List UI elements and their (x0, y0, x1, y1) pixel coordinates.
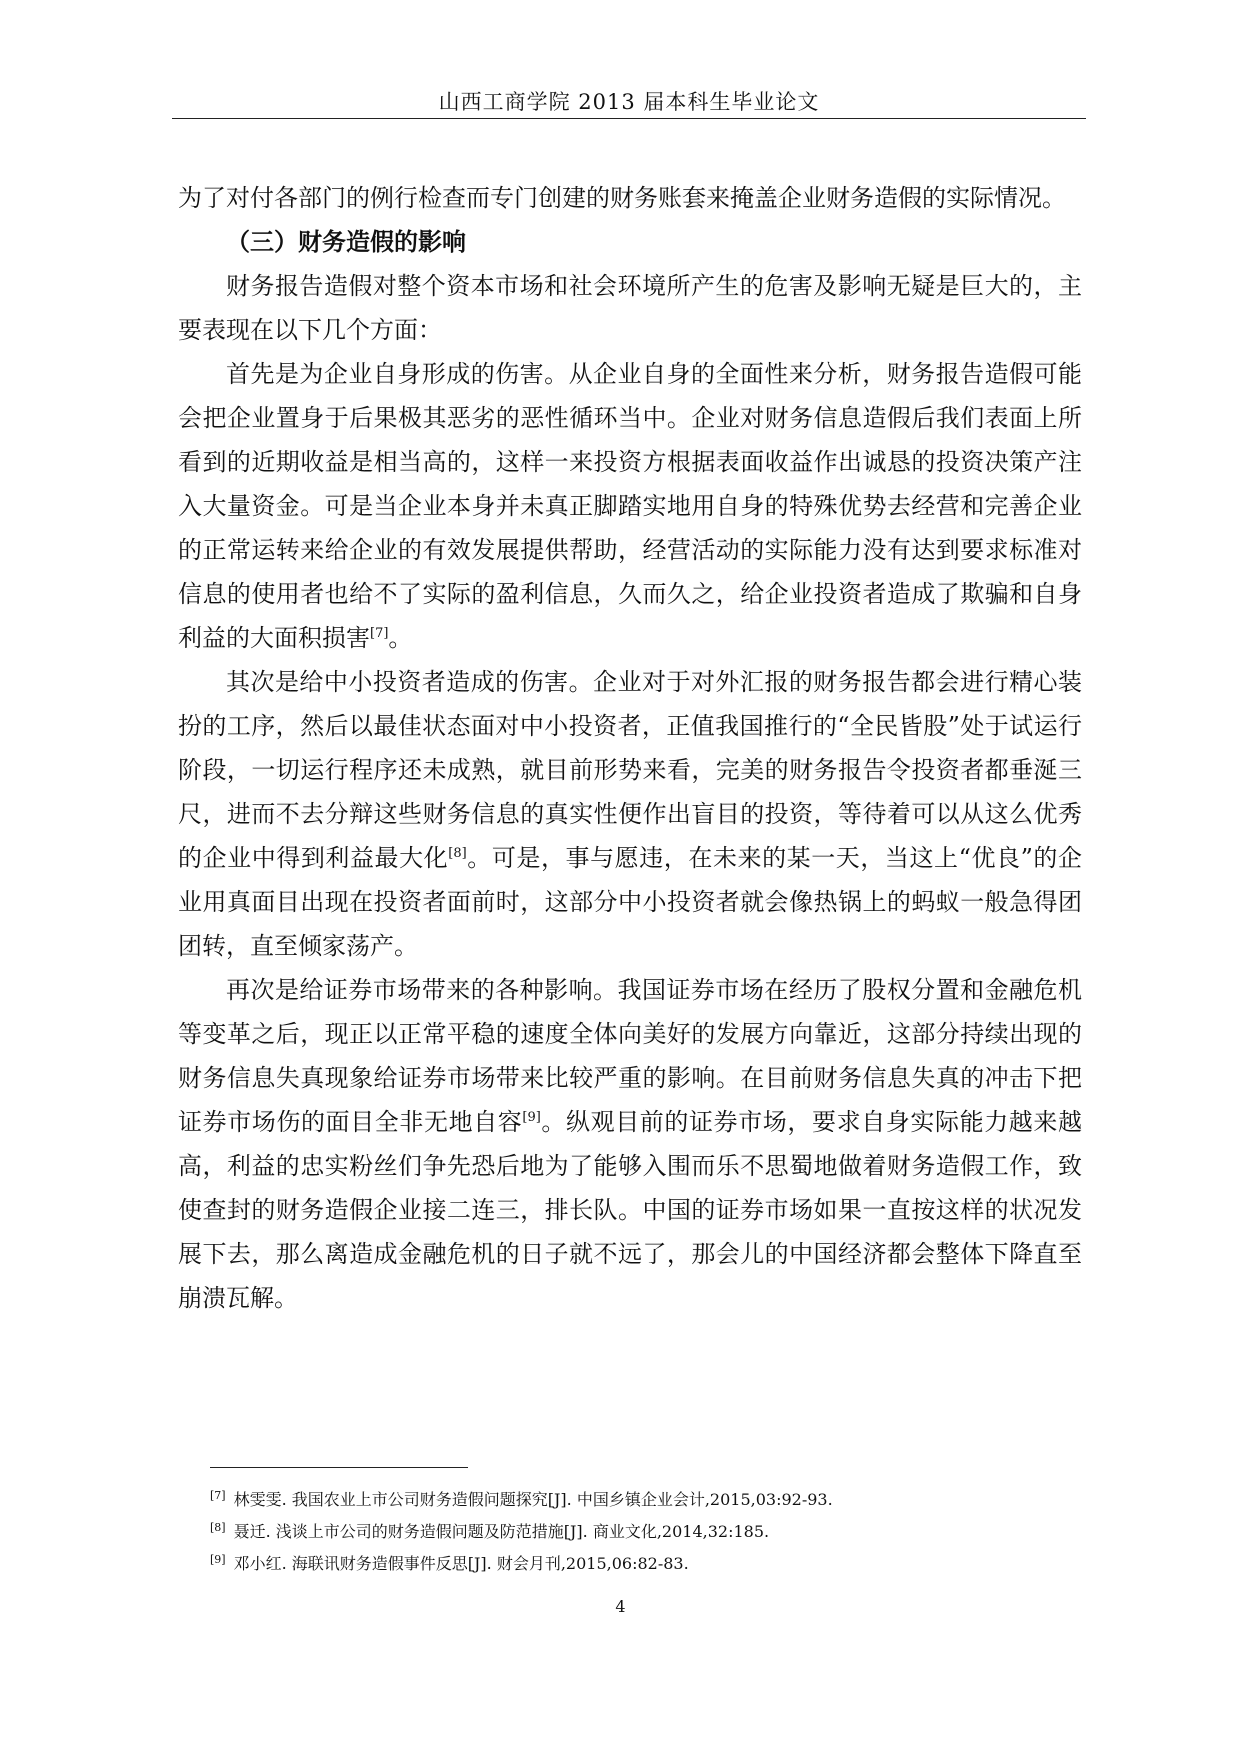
citation-8: [8] (448, 846, 467, 861)
paragraph-intro: 财务报告造假对整个资本市场和社会环境所产生的危害及影响无疑是巨大的，主要表现在以下几个方面： (178, 272, 1082, 344)
paragraph-third (178, 968, 1082, 1320)
citation-7: [7] (370, 626, 389, 641)
footnotes (210, 1484, 1070, 1580)
section-heading: （三）财务造假的影响 (226, 228, 466, 256)
paragraph-continuation: 为了对付各部门的例行检查而专门创建的财务账套来掩盖企业财务造假的实际情况。 (178, 184, 1066, 212)
body-text (178, 176, 1082, 1320)
paragraph-second (178, 660, 1082, 968)
footnote-text: 林雯雯. 我国农业上市公司财务造假问题探究[J]. 中国乡镇企业会计,2015,03:92-93. (233, 1490, 833, 1509)
paragraph-third-text-2: 。纵观目前的证券市场，要求自身实际能力越来越高，利益的忠实粉丝们争先恐后地为了能够入围而乐不思蜀地做着财务造假工作，致使查封的财务造假企业接二连三，排长队。中国的证券市场如果一直按这样的状况发展下去，那么离造成金融危机的日子就不远了，那会儿的中国经济都会整体下降直至崩溃瓦解。 (178, 1108, 1082, 1312)
footnote-mark: [8] (210, 1520, 226, 1534)
running-header: 山西工商学院 2013 届本科生毕业论文 (438, 90, 820, 114)
page-number: 4 (615, 1597, 626, 1616)
footnote-rule (210, 1467, 468, 1468)
footnote-7 (210, 1484, 1070, 1516)
paragraph-second-text-1: 其次是给中小投资者造成的伤害。企业对于对外汇报的财务报告都会进行精心装扮的工序，然后以最佳状态面对中小投资者，正值我国推行的“全民皆股”处于试运行阶段，一切运行程序还未成熟，就目前形势来看，完美的财务报告令投资者都垂涎三尺，进而不去分辩这些财务信息的真实性便作出盲目的投资，等待着可以从这么优秀的企业中得到利益最大化 (178, 668, 1082, 872)
footnote-text: 邓小红. 海联讯财务造假事件反思[J]. 财会月刊,2015,06:82-83. (233, 1554, 689, 1573)
paragraph-third-text-1: 再次是给证券市场带来的各种影响。我国证券市场在经历了股权分置和金融危机等变革之后，现正以正常平稳的速度全体向美好的发展方向靠近，这部分持续出现的财务信息失真现象给证券市场带来比较严重的影响。在目前财务信息失真的冲击下把证券市场伤的面目全非无地自容 (178, 976, 1082, 1136)
header-rule (172, 118, 1086, 119)
footnote-text: 聂迁. 浅谈上市公司的财务造假问题及防范措施[J]. 商业文化,2014,32:185. (233, 1522, 770, 1541)
footnote-mark: [7] (210, 1488, 226, 1502)
footnote-8 (210, 1516, 1070, 1548)
paragraph-first-text: 首先是为企业自身形成的伤害。从企业自身的全面性来分析，财务报告造假可能会把企业置身于后果极其恶劣的恶性循环当中。企业对财务信息造假后我们表面上所看到的近期收益是相当高的，这样一来投资方根据表面收益作出诚恳的投资决策产注入大量资金。可是当企业本身并未真正脚踏实地用自身的特殊优势去经营和完善企业的正常运转来给企业的有效发展提供帮助，经营活动的实际能力没有达到要求标准对信息的使用者也给不了实际的盈利信息，久而久之，给企业投资者造成了欺骗和自身利益的大面积损害 (178, 360, 1082, 652)
paragraph-first-end: 。 (388, 624, 413, 652)
paragraph-first (178, 352, 1082, 660)
footnote-9 (210, 1548, 1070, 1580)
footnote-mark: [9] (210, 1552, 226, 1566)
paragraph-second-text-2: 。可是，事与愿违，在未来的某一天，当这上“优良”的企业用真面目出现在投资者面前时，这部分中小投资者就会像热锅上的蚂蚁一般急得团团转，直至倾家荡产。 (178, 844, 1083, 960)
citation-9: [9] (522, 1110, 541, 1125)
